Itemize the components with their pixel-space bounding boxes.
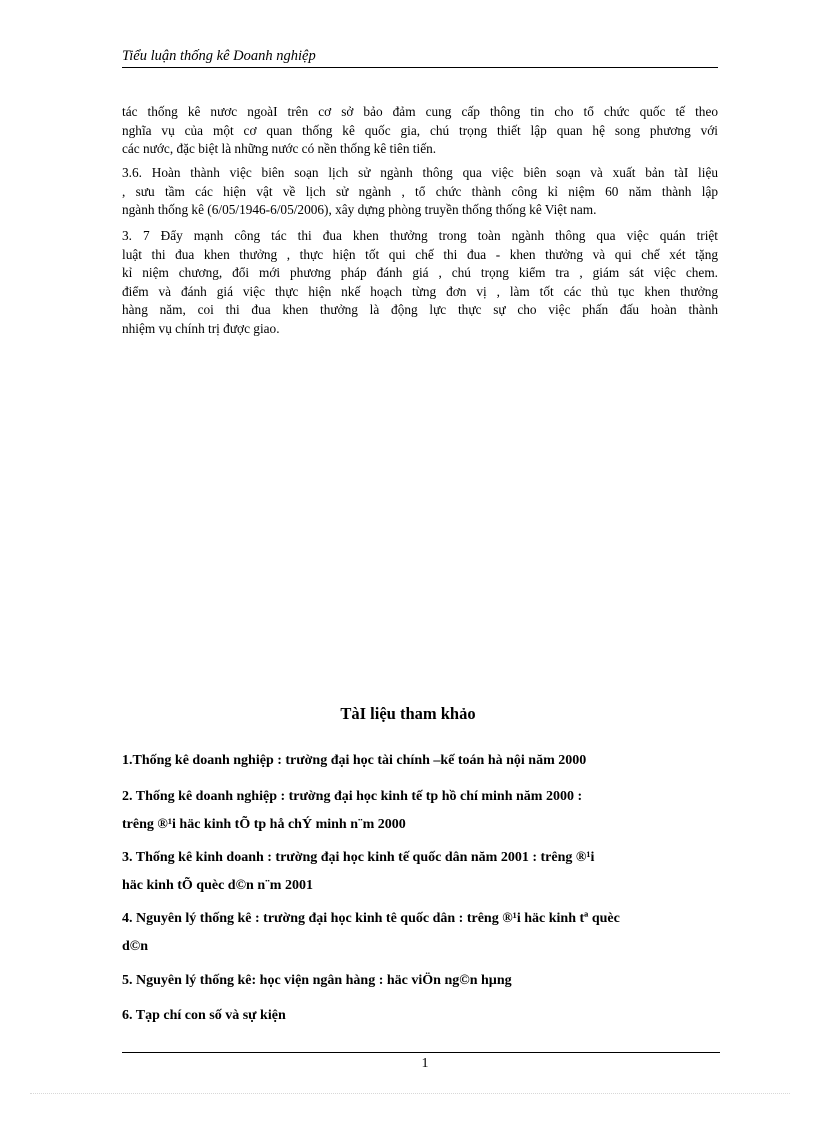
reference-line: 6. Tạp chí con số và sự kiện [122, 1008, 286, 1023]
reference-line: d©n [122, 939, 149, 954]
reference-item [122, 905, 722, 961]
text-line: ngành thống kê (6/05/1946-6/05/2006), xây dựng phòng truyền thống thống kê Việt nam. [122, 202, 597, 217]
text-line: luật thi đua khen thưởng , thực hiện tốt qui chế thi đua - khen thưởng và qui chế xét tặng [122, 246, 718, 262]
text-line: 3.6. Hoàn thành việc biên soạn lịch sử ngành thông qua việc biên soạn và xuất bản tàI liệu [122, 165, 718, 180]
body-paragraph [122, 103, 718, 159]
reference-line: 5. Nguyên lý thống kê: học viện ngân hàng : häc viÖn ng©n hµng [122, 973, 512, 988]
references-title: TàI liệu tham khảo [340, 704, 476, 723]
body-paragraph [122, 227, 718, 338]
reference-item [122, 967, 722, 995]
reference-item [122, 747, 722, 775]
reference-line: 3. Thống kê kinh doanh : trường đại học kinh tế quốc dân năm 2001 : trêng ®¹i [122, 850, 595, 865]
text-line: tác thống kê nươc ngoàI trên cơ sở bảo đảm cung cấp thông tin cho tổ chức quốc tế theo [122, 104, 718, 119]
page-header [122, 48, 718, 68]
footer-divider [122, 1052, 720, 1053]
body-paragraph [122, 164, 718, 220]
reference-line: 2. Thống kê doanh nghiệp : trường đại học kinh tế tp hồ chí minh năm 2000 : [122, 789, 583, 804]
header-title: Tiểu luận thống kê Doanh nghiệp [122, 48, 316, 64]
text-line: hàng năm, coi thi đua khen thưởng là động lực thực sự cho việc phấn đấu hoàn thành [122, 302, 718, 317]
reference-line: trêng ®¹i häc kinh tÕ tp hå chÝ minh n¨m 2000 [122, 817, 406, 832]
text-line: điểm và đánh giá việc thực hiện nkế hoạch từng đơn vị , làm tốt các thủ tục khen thưởng [122, 283, 718, 299]
reference-line: häc kinh tÕ quèc d©n n¨m 2001 [122, 878, 313, 893]
text-line: nhiệm vụ chính trị được giao. [122, 320, 280, 336]
text-line: các nước, đặc biệt là những nước có nền thống kê tiên tiến. [122, 141, 437, 156]
reference-item [122, 1002, 722, 1030]
reference-item [122, 783, 722, 839]
reference-item [122, 844, 722, 900]
text-line: 3. 7 Đẩy mạnh công tác thi đua khen thưởng trong toàn ngành thông qua việc quán triệt [122, 228, 718, 243]
page-number: 1 [421, 1056, 429, 1071]
text-line: , sưu tầm các hiện vật về lịch sử ngành , tổ chức thành công kỉ niệm 60 năm thành lập [122, 183, 718, 199]
reference-line: 4. Nguyên lý thống kê : trường đại học kinh tê quốc dân : trêng ®¹i häc kinh tª quèc [122, 911, 620, 926]
text-line: nghĩa vụ của một cơ quan thống kê quốc gia, chú trọng thiết lập quan hệ song phương với [122, 122, 718, 138]
page-boundary-dotted-line [30, 1093, 790, 1094]
reference-line: 1.Thống kê doanh nghiệp : trường đại học tài chính –kế toán hà nội năm 2000 [122, 753, 587, 768]
text-line: kỉ niệm chương, đổi mới phương pháp đánh giá , chú trọng kiểm tra , giám sát việc chem. [122, 265, 718, 280]
